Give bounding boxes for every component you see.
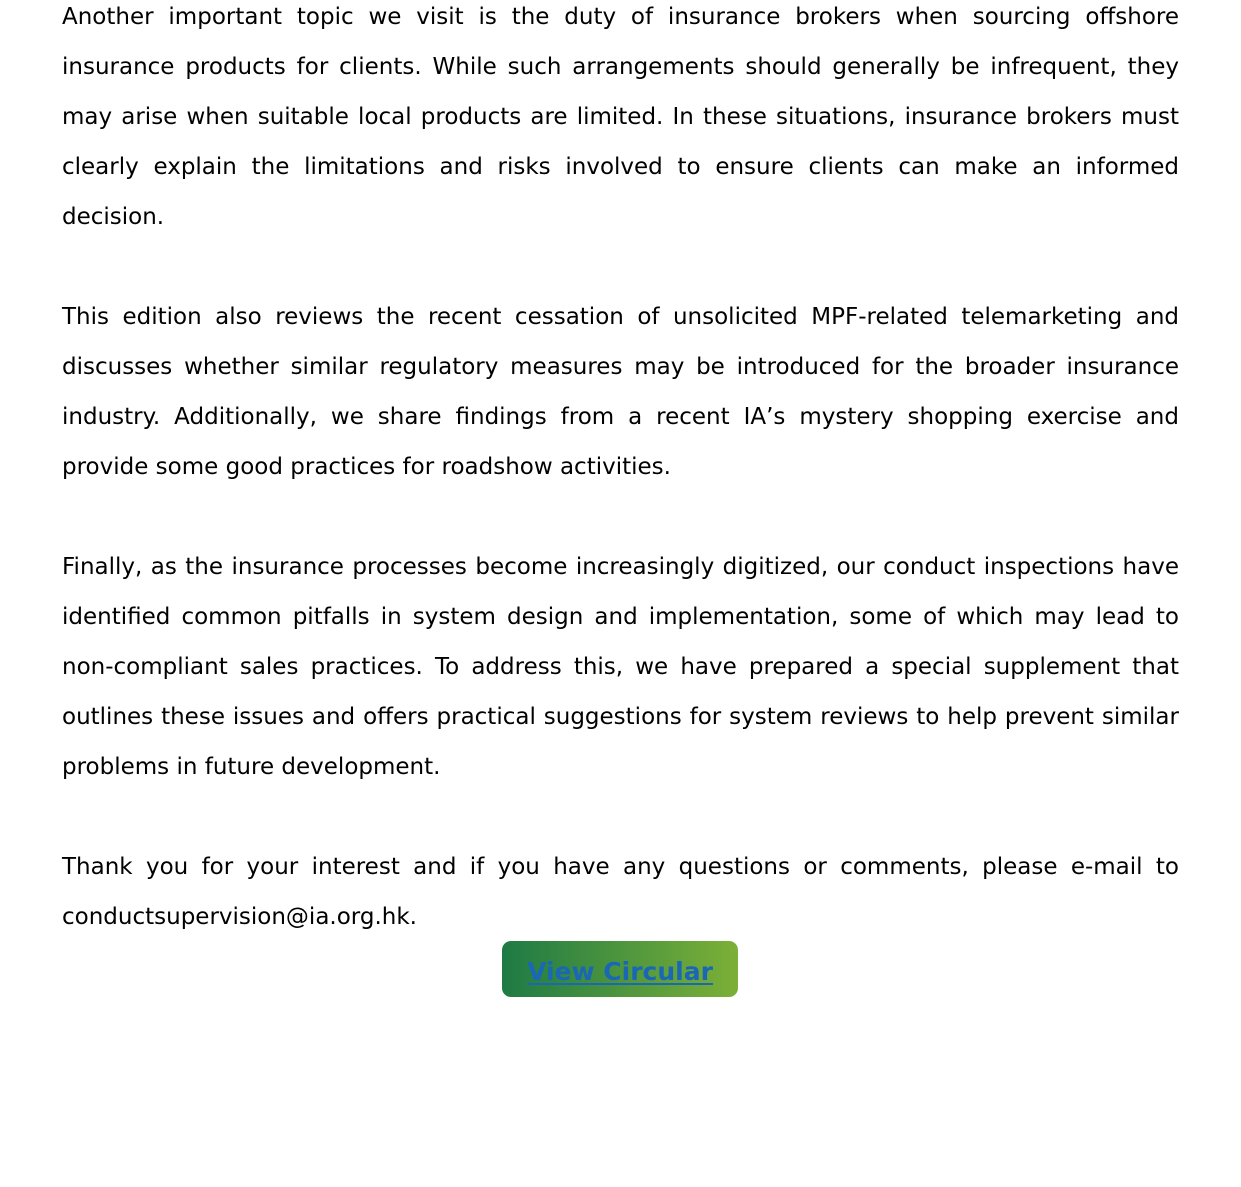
closing-suffix: . xyxy=(409,904,417,930)
view-circular-button[interactable]: View Circular xyxy=(502,941,738,997)
cta-container xyxy=(502,941,738,997)
paragraph-telemarketing: This edition also reviews the recent cessation of unsolicited MPF-related telemarketing and discusses whether similar regulatory measures may be introduced for the broader insurance industry. Additionally, we share findings from a recent IA’s mystery shopping exercise and provide some good practices for roadshow activities. xyxy=(62,304,1179,480)
article-body xyxy=(62,0,1179,992)
paragraph-closing xyxy=(62,842,1179,942)
paragraph-digitization: Finally, as the insurance processes become increasingly digitized, our conduct inspections have identified common pitfalls in system design and implementation, some of which may lead to non-compliant sales practices. To address this, we have prepared a special supplement that outlines these issues and offers practical suggestions for system reviews to help prevent similar problems in future development. xyxy=(62,554,1179,780)
closing-text: Thank you for your interest and if you have any questions or comments, please e-mail to xyxy=(62,854,1179,880)
contact-email-link[interactable]: conductsupervision@ia.org.hk xyxy=(62,904,410,930)
paragraph-offshore-products: Another important topic we visit is the duty of insurance brokers when sourcing offshore insurance products for clients. While such arrangements should generally be infrequent, they may arise when suitable local products are limited. In these situations, insurance brokers must clearly explain the limitations and risks involved to ensure clients can make an informed decision. xyxy=(62,4,1179,230)
